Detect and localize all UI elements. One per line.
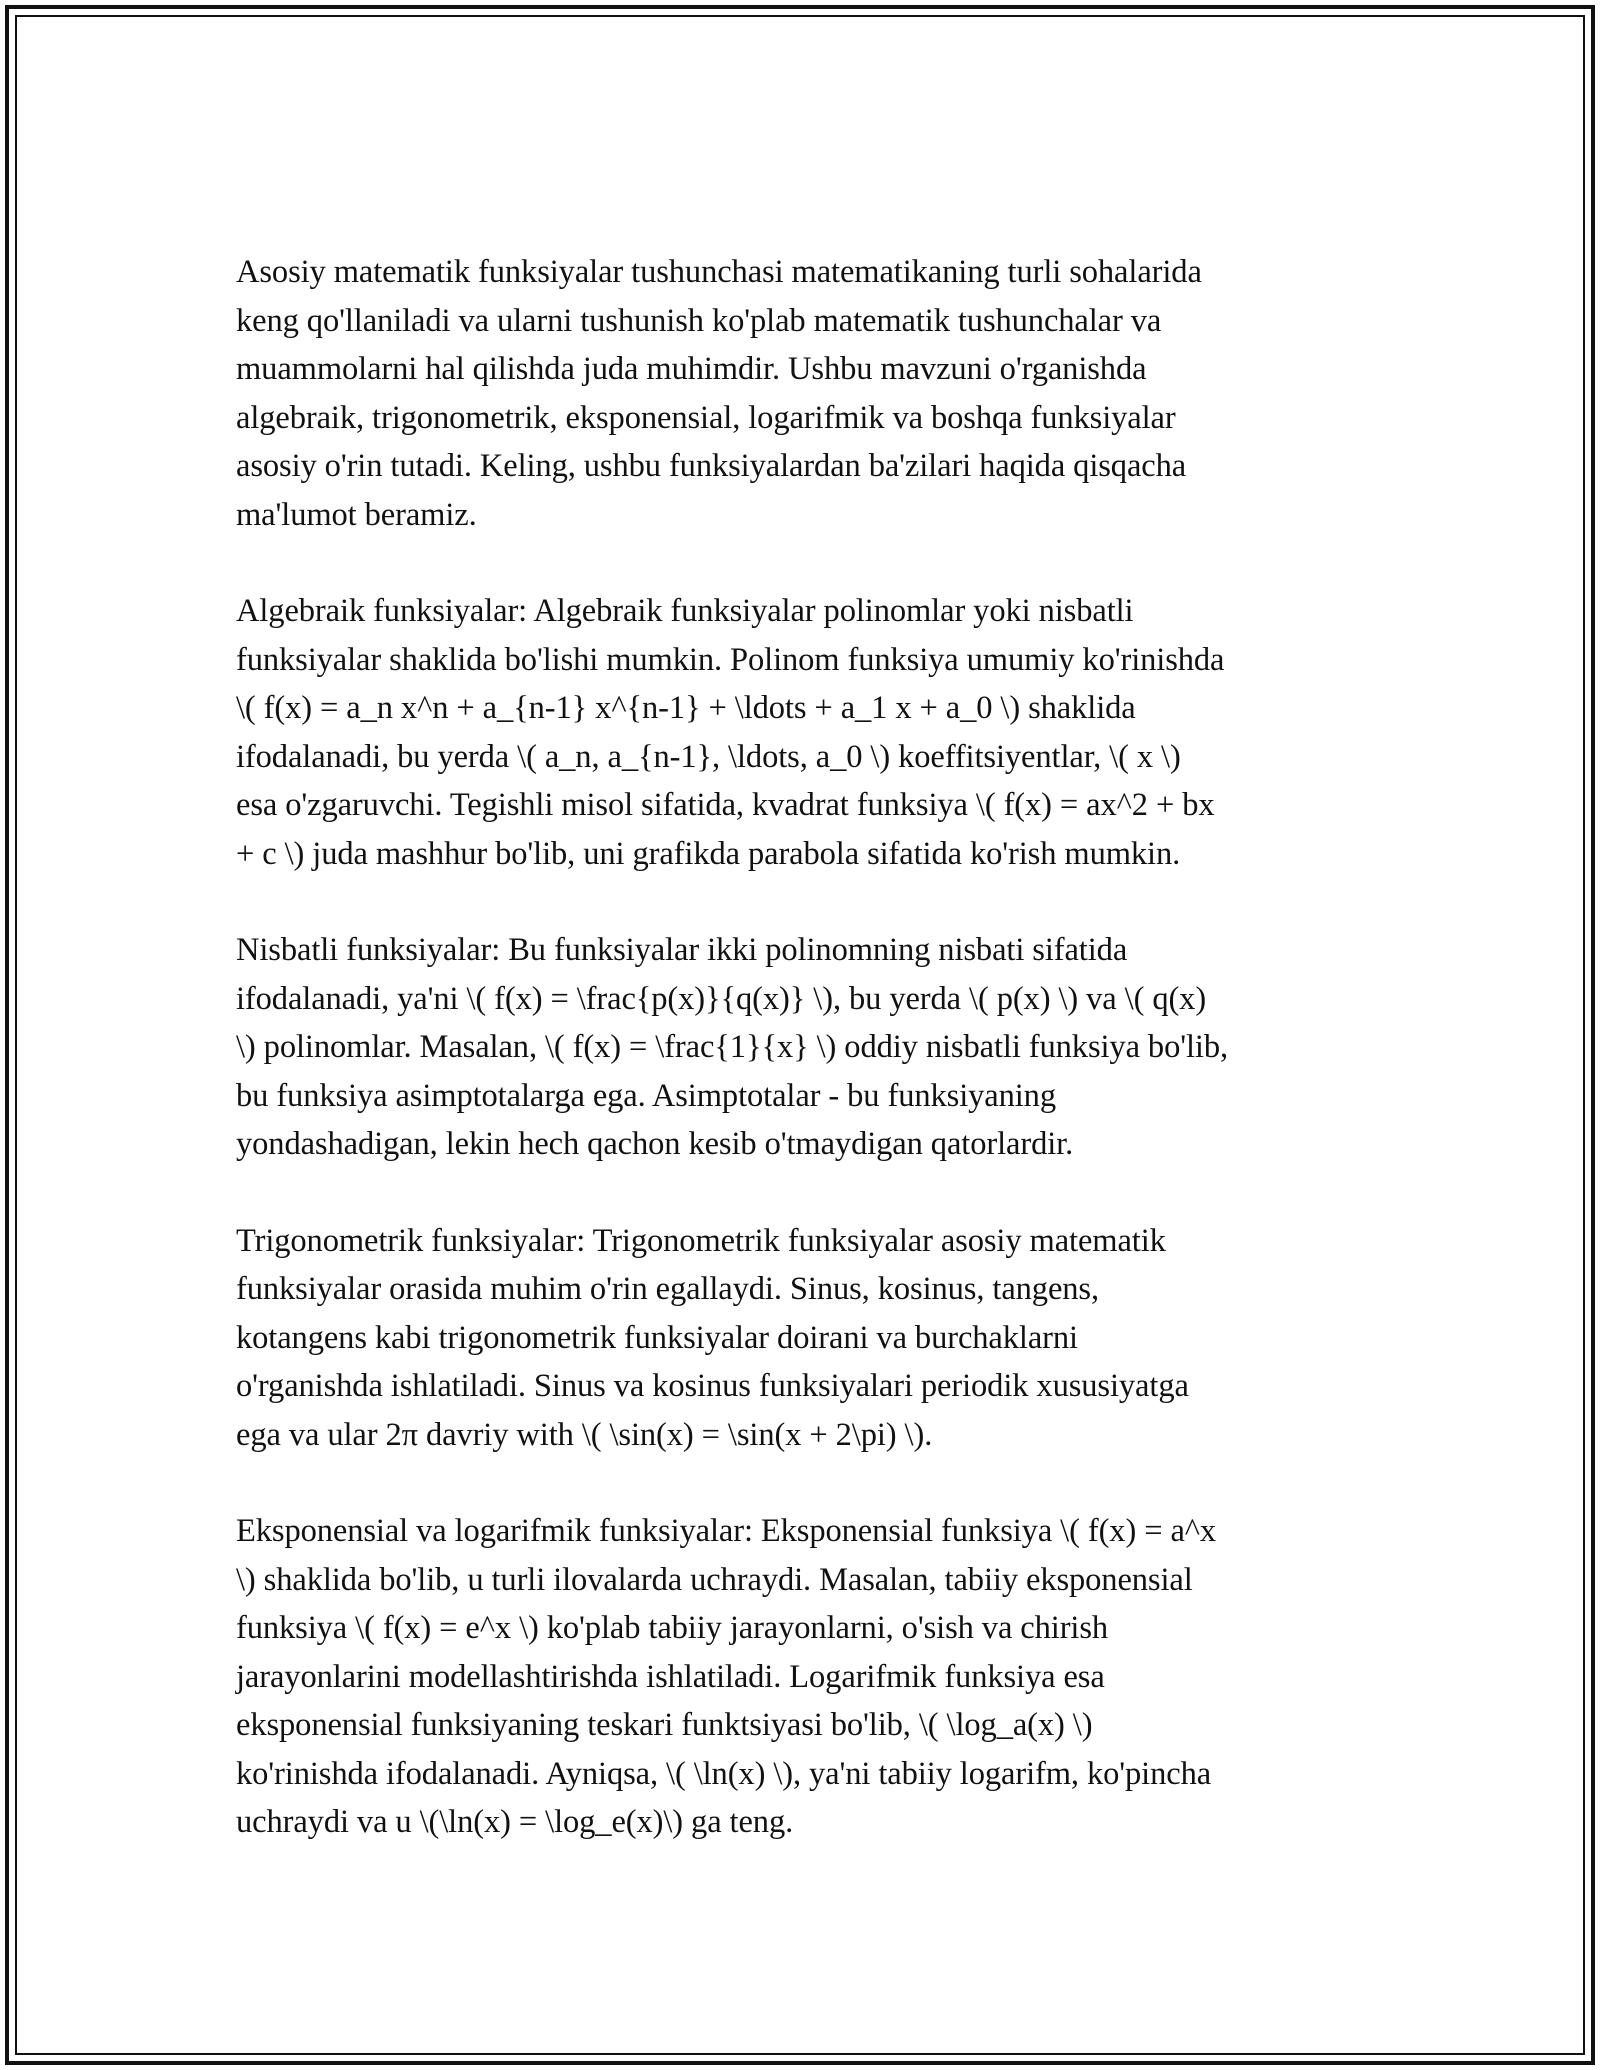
text-line: algebraik, trigonometrik, eksponensial, logarifmik va boshqa funksiyalar	[236, 399, 1176, 436]
text-line: \) polinomlar. Masalan, \( f(x) = \frac{1}{x} \) oddiy nisbatli funksiya bo'lib,	[236, 1029, 1229, 1065]
paragraph-rational-functions	[236, 926, 1376, 1169]
text-line: funksiya \( f(x) = e^x \) ko'plab tabiiy jarayonlarni, o'sish va chirish	[236, 1610, 1109, 1646]
text-line: uchraydi va u \(\ln(x) = \log_e(x)\) ga teng.	[236, 1804, 794, 1840]
text-line: kotangens kabi trigonometrik funksiyalar doirani va burchaklarni	[236, 1319, 1078, 1356]
text-line: esa o'zgaruvchi. Tegishli misol sifatida, kvadrat funksiya \( f(x) = ax^2 + bx	[236, 787, 1215, 823]
text-line: eksponensial funksiyaning teskari funktsiyasi bo'lib, \( \log_a(x) \)	[236, 1707, 1093, 1743]
paragraph-trigonometric-functions	[236, 1217, 1376, 1460]
paragraph-intro	[236, 248, 1376, 539]
text-line: ko'rinishda ifodalanadi. Ayniqsa, \( \ln(x) \), ya'ni tabiiy logarifm, ko'pincha	[236, 1755, 1212, 1792]
text-line: Nisbatli funksiyalar: Bu funksiyalar ikki polinomning nisbati sifatida	[236, 932, 1128, 968]
document-body	[236, 248, 1376, 1847]
text-line: o'rganishda ishlatiladi. Sinus va kosinus funksiyalari periodik xususiyatga	[236, 1368, 1189, 1404]
text-line: \) shaklida bo'lib, u turli ilovalarda uchraydi. Masalan, tabiiy eksponensial	[236, 1561, 1193, 1598]
text-line: funksiyalar shaklida bo'lishi mumkin. Polinom funksiya umumiy ko'rinishda	[236, 641, 1225, 678]
text-line: + c \) juda mashhur bo'lib, uni grafikda parabola sifatida ko'rish mumkin.	[236, 835, 1181, 872]
text-line: Eksponensial va logarifmik funksiyalar: Eksponensial funksiya \( f(x) = a^x	[236, 1513, 1217, 1549]
text-line: muammolarni hal qilishda juda muhimdir. Ushbu mavzuni o'rganishda	[236, 351, 1147, 387]
text-line: yondashadigan, lekin hech qachon kesib o'tmaydigan qatorlardir.	[236, 1126, 1074, 1162]
paragraph-algebraic-functions	[236, 587, 1376, 878]
paragraph-exponential-logarithmic-functions	[236, 1507, 1376, 1847]
text-line: asosiy o'rin tutadi. Keling, ushbu funksiyalardan ba'zilari haqida qisqacha	[236, 448, 1187, 484]
text-line: ifodalanadi, bu yerda \( a_n, a_{n-1}, \ldots, a_0 \) koeffitsiyentlar, \( x \)	[236, 738, 1181, 775]
text-line: ifodalanadi, ya'ni \( f(x) = \frac{p(x)}{q(x)} \), bu yerda \( p(x) \) va \( q(x)	[236, 980, 1207, 1017]
text-line: Asosiy matematik funksiyalar tushunchasi matematikaning turli sohalarida	[236, 254, 1202, 290]
text-line: ega va ular 2π davriy with \( \sin(x) = \sin(x + 2\pi) \).	[236, 1416, 933, 1453]
text-line: bu funksiya asimptotalarga ega. Asimptotalar - bu funksiyaning	[236, 1077, 1056, 1114]
text-line: \( f(x) = a_n x^n + a_{n-1} x^{n-1} + \ldots + a_1 x + a_0 \) shaklida	[236, 690, 1136, 726]
text-line: Algebraik funksiyalar: Algebraik funksiyalar polinomlar yoki nisbatli	[236, 593, 1134, 629]
text-line: keng qo'llaniladi va ularni tushunish ko'plab matematik tushunchalar va	[236, 302, 1162, 339]
text-line: jarayonlarini modellashtirishda ishlatiladi. Logarifmik funksiya esa	[236, 1658, 1105, 1695]
text-line: Trigonometrik funksiyalar: Trigonometrik funksiyalar asosiy matematik	[236, 1222, 1166, 1259]
text-line: funksiyalar orasida muhim o'rin egallaydi. Sinus, kosinus, tangens,	[236, 1271, 1099, 1307]
text-line: ma'lumot beramiz.	[236, 496, 477, 533]
